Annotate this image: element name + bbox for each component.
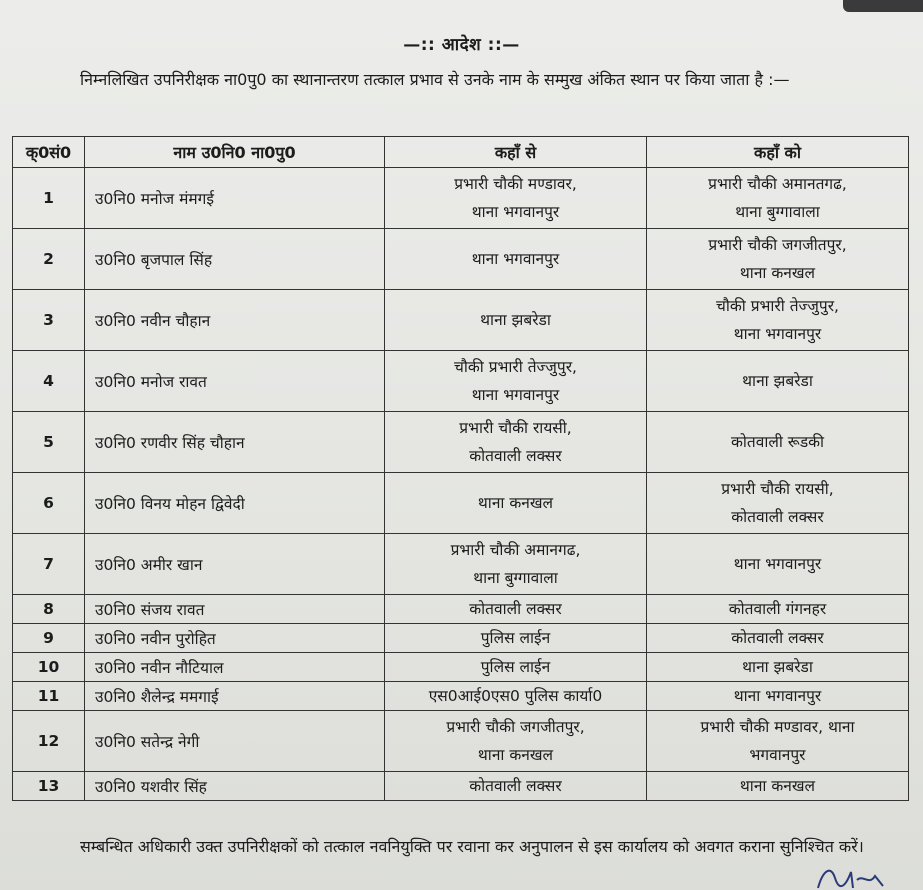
transfer-table	[12, 136, 909, 801]
cell-to-line: थाना झबरेडा	[742, 372, 813, 390]
table-body	[13, 168, 909, 801]
cell-to	[647, 412, 909, 473]
cell-to	[647, 229, 909, 290]
table-row	[13, 290, 909, 351]
cell-from-line: थाना कनखल	[477, 746, 554, 764]
cell-name: उ0नि0 नवीन पुरोहित	[85, 624, 385, 653]
cell-from	[385, 290, 647, 351]
cell-to-line: चौकी प्रभारी तेज्जुपुर,	[716, 297, 839, 315]
cell-to	[647, 772, 909, 801]
cell-name: उ0नि0 संजय रावत	[85, 595, 385, 624]
cell-name: उ0नि0 रणवीर सिंह चौहान	[85, 412, 385, 473]
cell-from-line: थाना बुग्गावाला	[473, 569, 558, 587]
cell-sn: 3	[13, 290, 85, 351]
table-row	[13, 772, 909, 801]
cell-name: उ0नि0 नवीन नौटियाल	[85, 653, 385, 682]
cell-name: उ0नि0 नवीन चौहान	[85, 290, 385, 351]
cell-from-line: पुलिस लाईन	[480, 658, 551, 676]
cell-to	[647, 534, 909, 595]
table-row	[13, 473, 909, 534]
table-row	[13, 595, 909, 624]
cell-to	[647, 653, 909, 682]
table-row	[13, 534, 909, 595]
closing-paragraph: सम्बन्धित अधिकारी उक्त उपनिरीक्षकों को तत्काल नवनियुक्ति पर रवाना कर अनुपालन से इस कार्यालय को अवगत कराना सुनिश्चित करें।	[80, 837, 864, 856]
table-header-row	[13, 137, 909, 168]
cell-sn: 13	[13, 772, 85, 801]
cell-to-line: कोतवाली गंगनहर	[728, 600, 827, 618]
cell-to-line: थाना भगवानपुर	[733, 555, 822, 573]
cell-from-line: एस0आई0एस0 पुलिस कार्या0	[428, 687, 603, 705]
table-row	[13, 351, 909, 412]
header-from: कहाँ से	[385, 137, 647, 168]
table-row	[13, 711, 909, 772]
cell-from	[385, 653, 647, 682]
cell-from-line: थाना झबरेडा	[480, 311, 551, 329]
cell-to	[647, 168, 909, 229]
cell-sn: 11	[13, 682, 85, 711]
cell-from	[385, 534, 647, 595]
cell-from-line: थाना भगवानपुर	[471, 250, 560, 268]
cell-from	[385, 711, 647, 772]
cell-to-line: प्रभारी चौकी जगजीतपुर,	[708, 236, 847, 254]
cell-to-line: कोतवाली रूडकी	[730, 433, 825, 451]
cell-name: उ0नि0 मनोज रावत	[85, 351, 385, 412]
cell-sn: 6	[13, 473, 85, 534]
cell-from	[385, 229, 647, 290]
cell-to-line: भगवानपुर	[749, 746, 806, 764]
cell-from-line: प्रभारी चौकी अमानगढ,	[450, 541, 581, 559]
cell-sn: 2	[13, 229, 85, 290]
table-row	[13, 168, 909, 229]
cell-to	[647, 351, 909, 412]
cell-from-line: कोतवाली लक्सर	[469, 447, 562, 465]
cell-name: उ0नि0 यशवीर सिंह	[85, 772, 385, 801]
table-row	[13, 229, 909, 290]
cell-name: उ0नि0 शैलेन्द्र ममगाई	[85, 682, 385, 711]
cell-to-line: प्रभारी चौकी मण्डावर, थाना	[700, 718, 855, 736]
cell-sn: 8	[13, 595, 85, 624]
cell-to-line: प्रभारी चौकी अमानतगढ,	[708, 175, 847, 193]
table-row	[13, 653, 909, 682]
cell-sn: 9	[13, 624, 85, 653]
header-sn: क्0सं0	[13, 137, 85, 168]
cell-sn: 1	[13, 168, 85, 229]
cell-to-line: कोतवाली लक्सर	[731, 508, 824, 526]
table-row	[13, 624, 909, 653]
header-to: कहाँ को	[647, 137, 909, 168]
cell-from	[385, 168, 647, 229]
cell-from	[385, 412, 647, 473]
cell-to	[647, 624, 909, 653]
cell-to-line: थाना कनखल	[739, 264, 816, 282]
cell-from-line: थाना भगवानपुर	[471, 386, 560, 404]
cell-sn: 7	[13, 534, 85, 595]
cell-to-line: कोतवाली लक्सर	[731, 629, 824, 647]
cell-sn: 12	[13, 711, 85, 772]
cell-to-line: थाना झबरेडा	[742, 658, 813, 676]
intro-paragraph: निम्नलिखित उपनिरीक्षक ना0पु0 का स्थानान्तरण तत्काल प्रभाव से उनके नाम के सम्मुख अंकित स्थान पर किया जाता है :—	[80, 70, 790, 89]
cell-to-line: थाना भगवानपुर	[733, 687, 822, 705]
cell-from-line: पुलिस लाईन	[480, 629, 551, 647]
cell-to	[647, 473, 909, 534]
cell-from	[385, 351, 647, 412]
cell-from	[385, 772, 647, 801]
cell-from-line: कोतवाली लक्सर	[469, 777, 562, 795]
cell-to-line: थाना भगवानपुर	[733, 325, 822, 343]
cell-sn: 10	[13, 653, 85, 682]
photo-edge-shadow	[843, 0, 923, 12]
cell-name: उ0नि0 अमीर खान	[85, 534, 385, 595]
cell-to-line: थाना कनखल	[739, 777, 816, 795]
cell-to-line: प्रभारी चौकी रायसी,	[721, 480, 834, 498]
cell-to-line: थाना बुग्गावाला	[735, 203, 820, 221]
header-name: नाम उ0नि0 ना0पु0	[85, 137, 385, 168]
signature-scribble	[813, 860, 893, 890]
table-row	[13, 682, 909, 711]
cell-sn: 5	[13, 412, 85, 473]
cell-from-line: चौकी प्रभारी तेज्जुपुर,	[454, 358, 577, 376]
cell-from	[385, 682, 647, 711]
cell-name: उ0नि0 बृजपाल सिंह	[85, 229, 385, 290]
cell-sn: 4	[13, 351, 85, 412]
cell-from-line: कोतवाली लक्सर	[469, 600, 562, 618]
table-row	[13, 412, 909, 473]
cell-from	[385, 595, 647, 624]
cell-name: उ0नि0 विनय मोहन द्विवेदी	[85, 473, 385, 534]
cell-to	[647, 682, 909, 711]
cell-name: उ0नि0 सतेन्द्र नेगी	[85, 711, 385, 772]
cell-from-line: प्रभारी चौकी रायसी,	[459, 419, 572, 437]
cell-to	[647, 290, 909, 351]
cell-to	[647, 595, 909, 624]
cell-from	[385, 624, 647, 653]
cell-from-line: थाना कनखल	[477, 494, 554, 512]
cell-name: उ0नि0 मनोज मंमगई	[85, 168, 385, 229]
order-heading: —:: आदेश ::—	[403, 35, 520, 55]
cell-to	[647, 711, 909, 772]
cell-from-line: प्रभारी चौकी मण्डावर,	[454, 175, 577, 193]
cell-from-line: प्रभारी चौकी जगजीतपुर,	[446, 718, 585, 736]
cell-from-line: थाना भगवानपुर	[471, 203, 560, 221]
cell-from	[385, 473, 647, 534]
